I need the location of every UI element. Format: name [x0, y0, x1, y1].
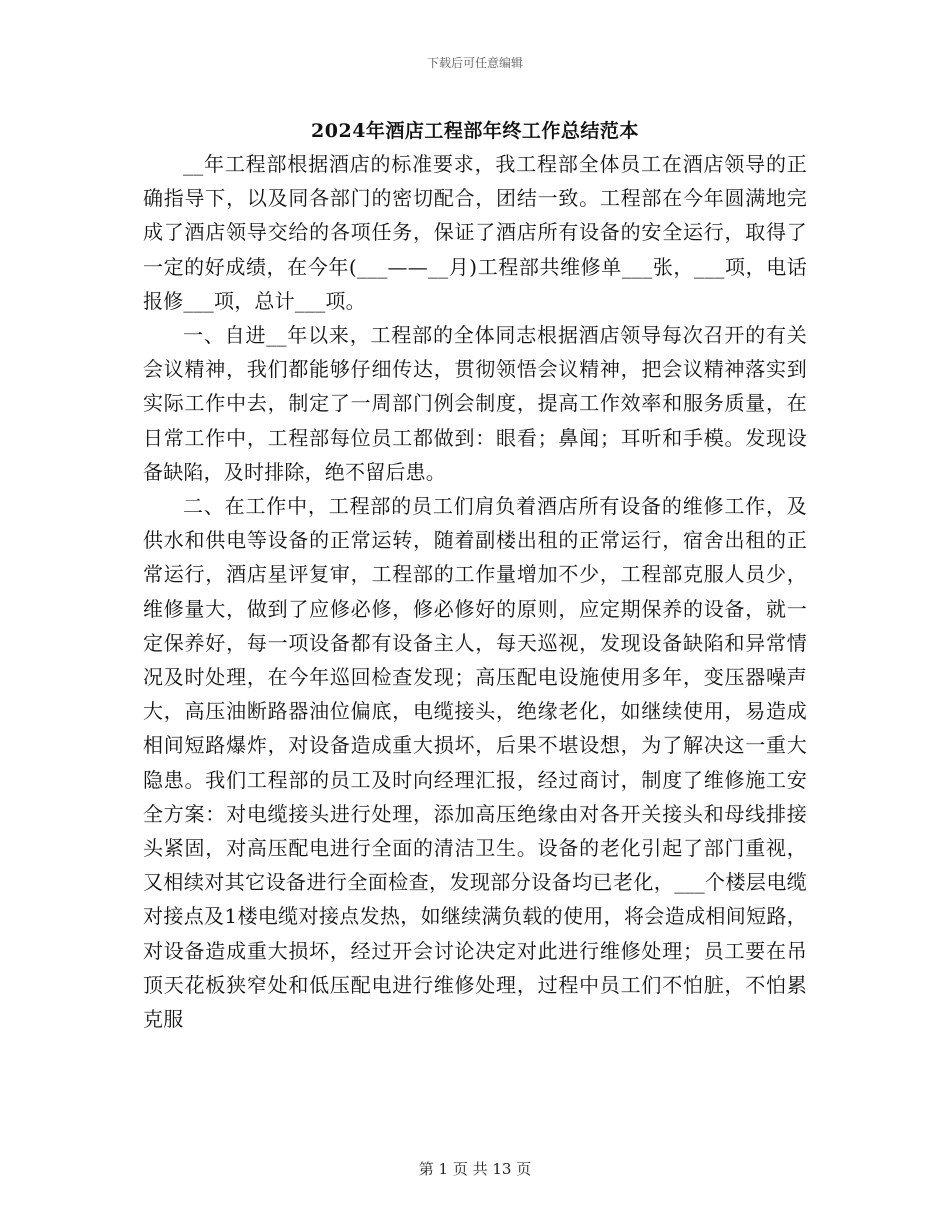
paragraph-section-1: 一、自进__年以来，工程部的全体同志根据酒店领导每次召开的有关会议精神，我们都能够仔细传达，贯彻领悟会议精神，把会议精神落实到实际工作中去，制定了一周部门例会制度，提高工作效率和服务质量，在日常工作中，工程部每位员工都做到：眼看；鼻闻；耳听和手模。发现设备缺陷，及时排除，绝不留后患。 — [143, 323, 807, 484]
page-number: 第 1 页 共 13 页 — [418, 1160, 532, 1178]
header-note: 下载后可任意编辑 — [426, 56, 523, 70]
paragraph-intro: __年工程部根据酒店的标准要求，我工程部全体员工在酒店领导的正确指导下，以及同各部门的密切配合，团结一致。工程部在今年圆满地完成了酒店领导交给的各项任务，保证了酒店所有设备的安全运行，取得了一定的好成绩，在今年(___——__月)工程部共维修单___张，___项，电话报修___项，总计___项。 — [143, 152, 807, 313]
document-title: 2024年酒店工程部年终工作总结范本 — [311, 120, 639, 142]
paragraph-section-2: 二、在工作中，工程部的员工们肩负着酒店所有设备的维修工作，及供水和供电等设备的正常运转，随着副楼出租的正常运行，宿舍出租的正常运行，酒店星评复审，工程部的工作量增加不少，工程部克服人员少，维修量大，做到了应修必修，修必修好的原则，应定期保养的设备，就一定保养好，每一项设备都有设备主人，每天巡视，发现设备缺陷和异常情况及时处理，在今年巡回检查发现；高压配电设施使用多年，变压器噪声大，高压油断路器油位偏底，电缆接头，绝缘老化，如继续使用，易造成相间短路爆炸，对设备造成重大损坏，后果不堪设想，为了解决这一重大隐患。我们工程部的员工及时向经理汇报，经过商讨，制度了维修施工安全方案：对电缆接头进行处理，添加高压绝缘由对各开关接头和母线排接头紧固，对高压配电进行全面的清洁卫生。设备的老化引起了部门重视，又相续对其它设备进行全面检查，发现部分设备均已老化，___个楼层电缆对接点及1楼电缆对接点发热，如继续满负载的使用，将会造成相间短路，对设备造成重大损坏，经过开会讨论决定对此进行维修处理；员工要在吊顶天花板狭窄处和低压配电进行维修处理，过程中员工们不怕脏，不怕累克服 — [143, 494, 807, 1032]
document-body — [143, 147, 807, 1036]
